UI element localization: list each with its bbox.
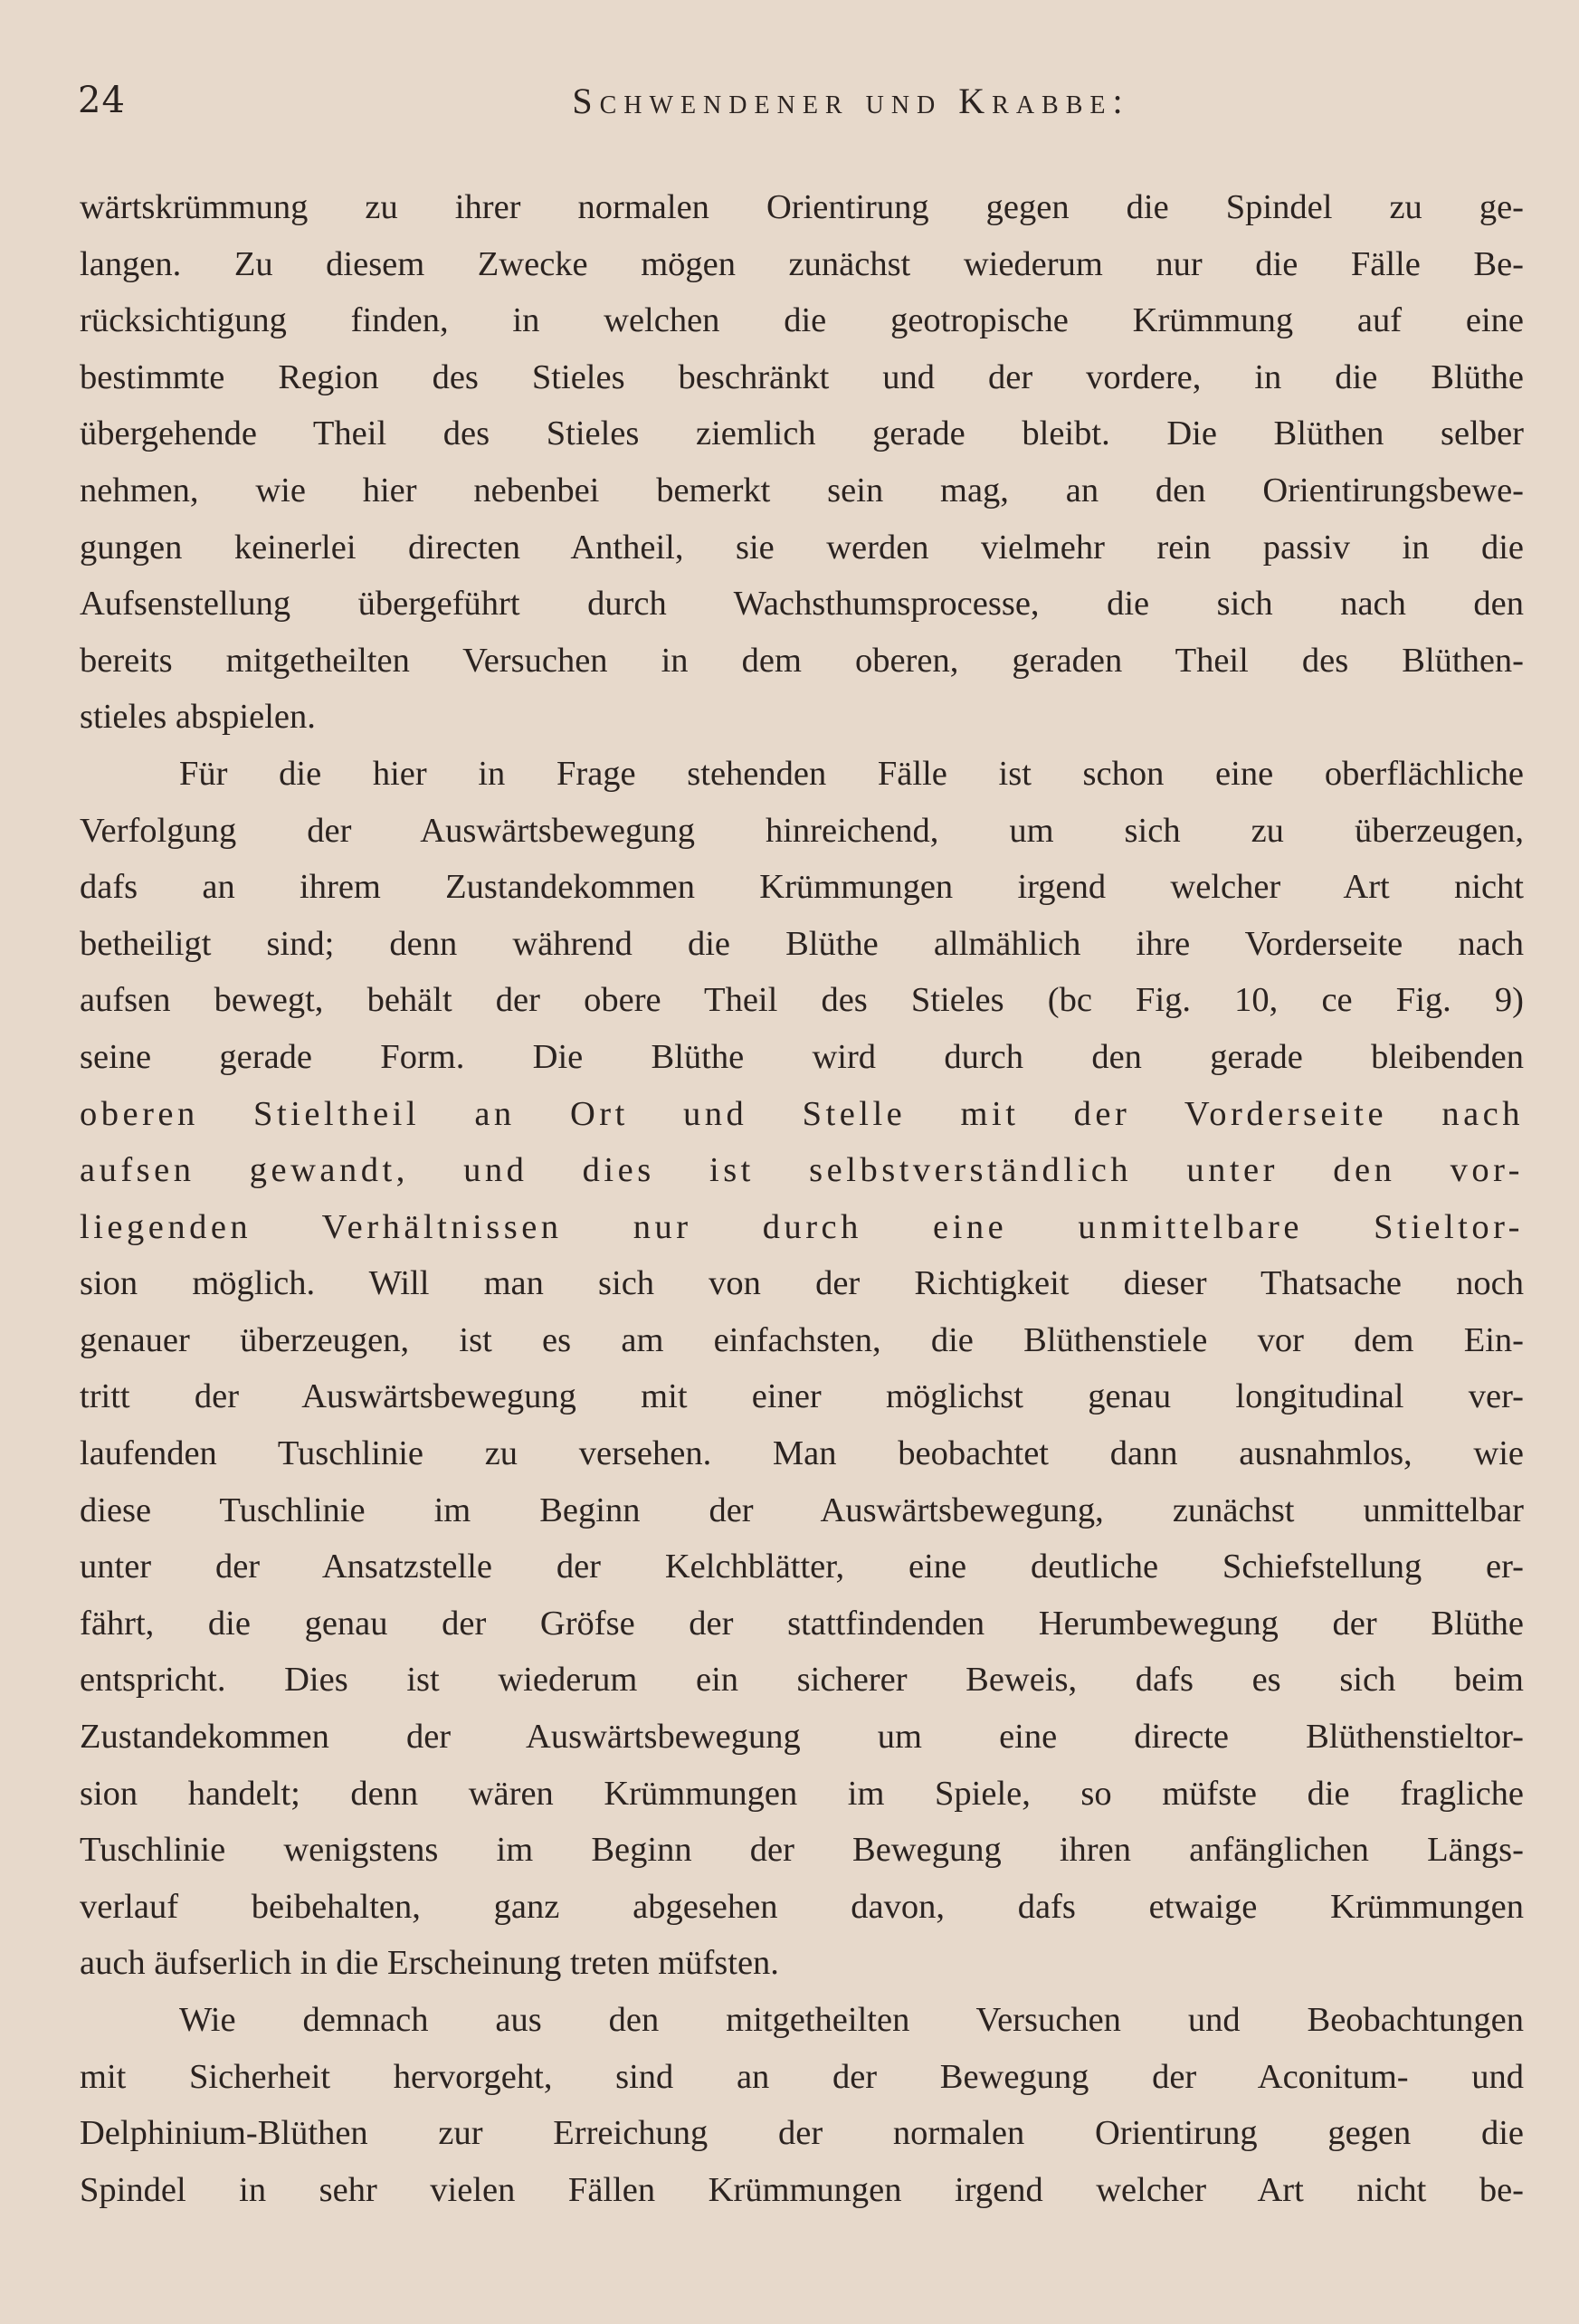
text-line: aufsen gewandt, und dies ist selbstverständlich unter den vor-	[80, 1151, 1524, 1190]
text-line: sion möglich. Will man sich von der Richtigkeit dieser Thatsache noch	[80, 1264, 1524, 1303]
text-line: bestimmte Region des Stieles beschränkt und der vordere, in die Blüthe	[80, 357, 1524, 396]
text-line: Delphinium-Blüthen zur Erreichung der normalen Orientirung gegen die	[80, 2114, 1524, 2153]
text-line: entspricht. Dies ist wiederum ein sicherer Beweis, dafs es sich beim	[80, 1661, 1524, 1700]
running-title: Schwendener und Krabbe:	[572, 81, 1130, 121]
text-line: Aufsenstellung übergeführt durch Wachsthumsprocesse, die sich nach den	[80, 585, 1524, 624]
body-text	[80, 179, 1524, 2218]
text-line: oberen Stieltheil an Ort und Stelle mit der Vorderseite nach	[80, 1094, 1524, 1133]
text-line: rücksichtigung finden, in welchen die geotropische Krümmung auf eine	[80, 301, 1524, 340]
page-header	[78, 80, 1516, 134]
text-line: auch äufserlich in die Erscheinung treten müfsten.	[80, 1944, 779, 1983]
text-line: Spindel in sehr vielen Fällen Krümmungen irgend welcher Art nicht be-	[80, 2170, 1524, 2209]
text-line: Zustandekommen der Auswärtsbewegung um eine directe Blüthenstieltor-	[80, 1718, 1524, 1757]
text-line: mit Sicherheit hervorgeht, sind an der Bewegung der Aconitum- und	[80, 2057, 1524, 2096]
text-line: genauer überzeugen, ist es am einfachsten, die Blüthenstiele vor dem Ein-	[80, 1320, 1524, 1359]
text-line: stieles abspielen.	[80, 698, 316, 737]
text-line: diese Tuschlinie im Beginn der Auswärtsbewegung, zunächst unmittelbar	[80, 1491, 1524, 1529]
text-line: verlauf beibehalten, ganz abgesehen davon, dafs etwaige Krümmungen	[80, 1887, 1524, 1926]
text-line: liegenden Verhältnissen nur durch eine unmittelbare Stieltor-	[80, 1207, 1524, 1246]
text-line: langen. Zu diesem Zwecke mögen zunächst wiederum nur die Fälle Be-	[80, 244, 1524, 283]
text-line: seine gerade Form. Die Blüthe wird durch den gerade bleibenden	[80, 1037, 1524, 1076]
text-line: Wie demnach aus den mitgetheilten Versuchen und Beobachtungen	[179, 2001, 1524, 2039]
text-line: wärtskrümmung zu ihrer normalen Orientirung gegen die Spindel zu ge-	[80, 188, 1524, 226]
text-line: aufsen bewegt, behält der obere Theil des Stieles (bc Fig. 10, ce Fig. 9)	[80, 981, 1524, 1020]
text-line: sion handelt; denn wären Krümmungen im Spiele, so müfste die fragliche	[80, 1774, 1524, 1813]
page-number: 24	[78, 80, 126, 121]
text-line: dafs an ihrem Zustandekommen Krümmungen irgend welcher Art nicht	[80, 868, 1524, 907]
text-line: Tuschlinie wenigstens im Beginn der Bewegung ihren anfänglichen Längs-	[80, 1831, 1524, 1870]
text-line: übergehende Theil des Stieles ziemlich gerade bleibt. Die Blüthen selber	[80, 414, 1524, 453]
text-line: nehmen, wie hier nebenbei bemerkt sein mag, an den Orientirungsbewe-	[80, 471, 1524, 510]
text-line: fährt, die genau der Gröfse der stattfindenden Herumbewegung der Blüthe	[80, 1604, 1524, 1643]
text-line: laufenden Tuschlinie zu versehen. Man beobachtet dann ausnahmlos, wie	[80, 1434, 1524, 1473]
text-line: bereits mitgetheilten Versuchen in dem oberen, geraden Theil des Blüthen-	[80, 641, 1524, 680]
text-line: gungen keinerlei directen Antheil, sie werden vielmehr rein passiv in die	[80, 528, 1524, 567]
text-line: tritt der Auswärtsbewegung mit einer möglichst genau longitudinal ver-	[80, 1377, 1524, 1416]
text-line: Verfolgung der Auswärtsbewegung hinreichend, um sich zu überzeugen,	[80, 811, 1524, 850]
text-line: betheiligt sind; denn während die Blüthe allmählich ihre Vorderseite nach	[80, 924, 1524, 963]
text-line: Für die hier in Frage stehenden Fälle ist schon eine oberflächliche	[179, 754, 1524, 793]
text-line: unter der Ansatzstelle der Kelchblätter, eine deutliche Schiefstellung er-	[80, 1548, 1524, 1586]
